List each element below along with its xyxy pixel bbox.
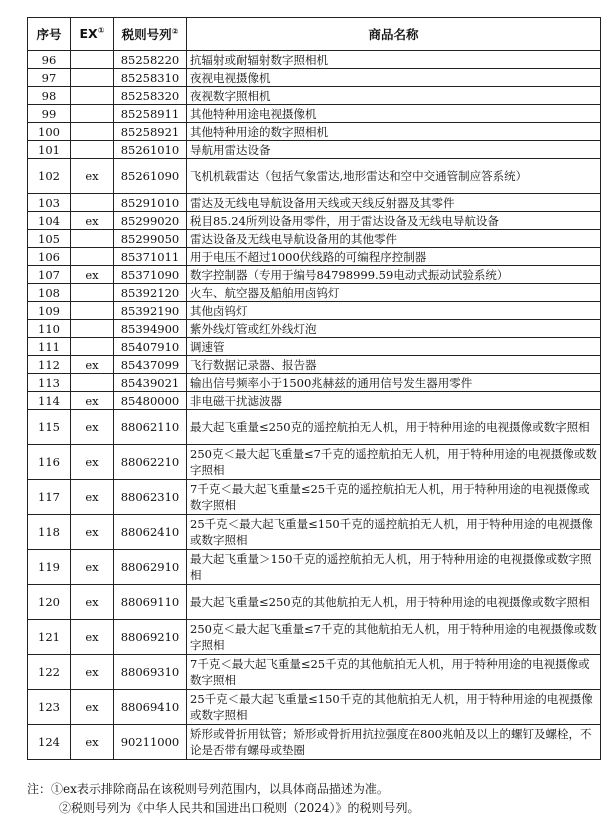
row-name-cell: 250克＜最大起飞重量≤7千克的遥控航拍无人机，用于特种用途的电视摄像或数字照相 (187, 445, 601, 480)
header-ex-label: EX (79, 26, 98, 42)
row-ex-cell: ex (71, 159, 114, 194)
row-code-cell: 88069310 (114, 655, 187, 690)
table-row (28, 266, 601, 284)
row-seq-cell: 98 (28, 87, 71, 105)
table-row (28, 284, 601, 302)
header-ex-footnote-mark: ① (97, 26, 105, 36)
row-seq-cell: 96 (28, 51, 71, 69)
table-row (28, 105, 601, 123)
row-name-cell: 7千克＜最大起飞重量≤25千克的其他航拍无人机，用于特种用途的电视摄像或数字照相 (187, 655, 601, 690)
row-name-cell: 雷达及无线电导航设备用天线或天线反射器及其零件 (187, 194, 601, 212)
row-seq-cell: 118 (28, 515, 71, 550)
table-row (28, 410, 601, 445)
table-row (28, 620, 601, 655)
table-body (28, 51, 601, 760)
row-seq-cell: 106 (28, 248, 71, 266)
row-ex-cell: ex (71, 690, 114, 725)
row-name-cell: 最大起飞重量≤250克的其他航拍无人机，用于特种用途的电视摄像或数字照相 (187, 585, 601, 620)
row-code-cell: 88062910 (114, 550, 187, 585)
row-code-cell: 85480000 (114, 392, 187, 410)
row-name-cell: 用于电压不超过1000伏线路的可编程序控制器 (187, 248, 601, 266)
header-seq (28, 18, 71, 51)
table-row (28, 480, 601, 515)
row-code-cell: 88062210 (114, 445, 187, 480)
row-seq-cell: 115 (28, 410, 71, 445)
table-row (28, 550, 601, 585)
footnote-text-2: ②税则号列为《中华人民共和国进出口税则（2024）》的税则号列。 (59, 801, 420, 815)
table-row (28, 515, 601, 550)
row-code-cell: 85371011 (114, 248, 187, 266)
row-name-cell: 矫形或骨折用钛管；矫形或骨折用抗拉强度在800兆帕及以上的螺钉及螺栓，不论是否带有螺母或垫圈 (187, 725, 601, 760)
footnotes (27, 780, 600, 818)
goods-table-container (27, 17, 600, 760)
footnote-prefix: 注： (27, 782, 52, 796)
row-ex-cell: ex (71, 725, 114, 760)
row-name-cell: 数字控制器（专用于编号84798999.59电动式振动试验系统） (187, 266, 601, 284)
row-code-cell: 85258320 (114, 87, 187, 105)
table-row (28, 159, 601, 194)
row-code-cell: 85258911 (114, 105, 187, 123)
header-code (114, 18, 187, 51)
row-code-cell: 85394900 (114, 320, 187, 338)
row-seq-cell: 119 (28, 550, 71, 585)
row-name-cell: 火车、航空器及船舶用卤钨灯 (187, 284, 601, 302)
row-ex-cell (71, 302, 114, 320)
row-ex-cell (71, 248, 114, 266)
goods-table (27, 17, 601, 760)
row-name-cell: 其他卤钨灯 (187, 302, 601, 320)
table-row (28, 230, 601, 248)
table-row (28, 725, 601, 760)
row-ex-cell (71, 69, 114, 87)
table-row (28, 123, 601, 141)
table-row (28, 248, 601, 266)
table-row (28, 320, 601, 338)
row-seq-cell: 100 (28, 123, 71, 141)
table-row (28, 445, 601, 480)
row-name-cell: 输出信号频率小于1500兆赫兹的通用信号发生器用零件 (187, 374, 601, 392)
row-code-cell: 85407910 (114, 338, 187, 356)
row-seq-cell: 103 (28, 194, 71, 212)
row-seq-cell: 97 (28, 69, 71, 87)
row-ex-cell (71, 338, 114, 356)
row-name-cell: 最大起飞重量≤250克的遥控航拍无人机，用于特种用途的电视摄像或数字照相 (187, 410, 601, 445)
row-ex-cell: ex (71, 410, 114, 445)
row-seq-cell: 108 (28, 284, 71, 302)
row-code-cell: 85437099 (114, 356, 187, 374)
row-seq-cell: 111 (28, 338, 71, 356)
row-ex-cell: ex (71, 655, 114, 690)
row-code-cell: 88069410 (114, 690, 187, 725)
header-code-footnote-mark: ② (171, 26, 179, 36)
table-row (28, 51, 601, 69)
row-seq-cell: 113 (28, 374, 71, 392)
header-name (187, 18, 601, 51)
row-ex-cell: ex (71, 515, 114, 550)
header-ex (71, 18, 114, 51)
row-ex-cell: ex (71, 480, 114, 515)
header-code-label: 税则号列 (121, 27, 172, 42)
row-seq-cell: 124 (28, 725, 71, 760)
row-ex-cell (71, 87, 114, 105)
row-ex-cell (71, 230, 114, 248)
row-seq-cell: 107 (28, 266, 71, 284)
row-ex-cell (71, 284, 114, 302)
row-seq-cell: 104 (28, 212, 71, 230)
row-name-cell: 250克＜最大起飞重量≤7千克的其他航拍无人机，用于特种用途的电视摄像或数字照相 (187, 620, 601, 655)
table-row (28, 302, 601, 320)
row-name-cell: 夜视电视摄像机 (187, 69, 601, 87)
row-code-cell: 88069210 (114, 620, 187, 655)
table-row (28, 194, 601, 212)
row-name-cell: 最大起飞重量＞150千克的遥控航拍无人机，用于特种用途的电视摄像或数字照相 (187, 550, 601, 585)
row-name-cell: 飞机机载雷达（包括气象雷达,地形雷达和空中交通管制应答系统） (187, 159, 601, 194)
table-row (28, 392, 601, 410)
row-seq-cell: 117 (28, 480, 71, 515)
table-row (28, 585, 601, 620)
row-ex-cell (71, 141, 114, 159)
row-ex-cell (71, 374, 114, 392)
row-seq-cell: 123 (28, 690, 71, 725)
row-ex-cell (71, 123, 114, 141)
table-row (28, 356, 601, 374)
row-name-cell: 紫外线灯管或红外线灯泡 (187, 320, 601, 338)
row-seq-cell: 101 (28, 141, 71, 159)
row-ex-cell: ex (71, 585, 114, 620)
row-code-cell: 85261010 (114, 141, 187, 159)
row-code-cell: 85371090 (114, 266, 187, 284)
footnote-text-1: ①ex表示排除商品在该税则号列范围内，以具体商品描述为准。 (51, 782, 389, 796)
row-ex-cell (71, 194, 114, 212)
row-seq-cell: 120 (28, 585, 71, 620)
row-code-cell: 85299020 (114, 212, 187, 230)
row-code-cell: 88062310 (114, 480, 187, 515)
row-ex-cell: ex (71, 266, 114, 284)
row-name-cell: 25千克＜最大起飞重量≤150千克的遥控航拍无人机，用于特种用途的电视摄像或数字照相 (187, 515, 601, 550)
row-code-cell: 85291010 (114, 194, 187, 212)
row-name-cell: 抗辐射或耐辐射数字照相机 (187, 51, 601, 69)
row-code-cell: 85258310 (114, 69, 187, 87)
row-name-cell: 飞行数据记录器、报告器 (187, 356, 601, 374)
row-code-cell: 88062410 (114, 515, 187, 550)
row-code-cell: 85258220 (114, 51, 187, 69)
row-seq-cell: 121 (28, 620, 71, 655)
row-name-cell: 7千克＜最大起飞重量≤25千克的遥控航拍无人机，用于特种用途的电视摄像或数字照相 (187, 480, 601, 515)
table-row (28, 338, 601, 356)
row-name-cell: 税目85.24所列设备用零件，用于雷达设备及无线电导航设备 (187, 212, 601, 230)
row-code-cell: 85392120 (114, 284, 187, 302)
row-ex-cell: ex (71, 445, 114, 480)
header-name-label: 商品名称 (368, 27, 419, 42)
header-seq-label: 序号 (36, 27, 62, 42)
row-seq-cell: 122 (28, 655, 71, 690)
row-code-cell: 85261090 (114, 159, 187, 194)
row-seq-cell: 109 (28, 302, 71, 320)
row-name-cell: 雷达设备及无线电导航设备用的其他零件 (187, 230, 601, 248)
row-ex-cell (71, 105, 114, 123)
table-row (28, 212, 601, 230)
row-name-cell: 其他特种用途的数字照相机 (187, 123, 601, 141)
row-name-cell: 其他特种用途电视摄像机 (187, 105, 601, 123)
row-code-cell: 85299050 (114, 230, 187, 248)
row-seq-cell: 114 (28, 392, 71, 410)
row-ex-cell: ex (71, 392, 114, 410)
row-code-cell: 85439021 (114, 374, 187, 392)
row-seq-cell: 99 (28, 105, 71, 123)
row-ex-cell: ex (71, 212, 114, 230)
row-code-cell: 88069110 (114, 585, 187, 620)
row-name-cell: 导航用雷达设备 (187, 141, 601, 159)
row-code-cell: 90211000 (114, 725, 187, 760)
table-row (28, 655, 601, 690)
table-row (28, 87, 601, 105)
row-code-cell: 85258921 (114, 123, 187, 141)
row-ex-cell: ex (71, 620, 114, 655)
row-ex-cell: ex (71, 550, 114, 585)
footnote-line-1 (27, 780, 600, 799)
row-code-cell: 88062110 (114, 410, 187, 445)
row-seq-cell: 110 (28, 320, 71, 338)
row-ex-cell: ex (71, 356, 114, 374)
table-row (28, 69, 601, 87)
row-ex-cell (71, 320, 114, 338)
table-row (28, 374, 601, 392)
table-header-row (28, 18, 601, 51)
row-seq-cell: 102 (28, 159, 71, 194)
table-row (28, 141, 601, 159)
row-name-cell: 25千克＜最大起飞重量≤150千克的其他航拍无人机，用于特种用途的电视摄像或数字照相 (187, 690, 601, 725)
footnote-line-2 (27, 799, 600, 818)
row-name-cell: 非电磁干扰滤波器 (187, 392, 601, 410)
row-seq-cell: 116 (28, 445, 71, 480)
row-ex-cell (71, 51, 114, 69)
row-seq-cell: 105 (28, 230, 71, 248)
table-row (28, 690, 601, 725)
row-seq-cell: 112 (28, 356, 71, 374)
row-name-cell: 调速管 (187, 338, 601, 356)
row-code-cell: 85392190 (114, 302, 187, 320)
row-name-cell: 夜视数字照相机 (187, 87, 601, 105)
